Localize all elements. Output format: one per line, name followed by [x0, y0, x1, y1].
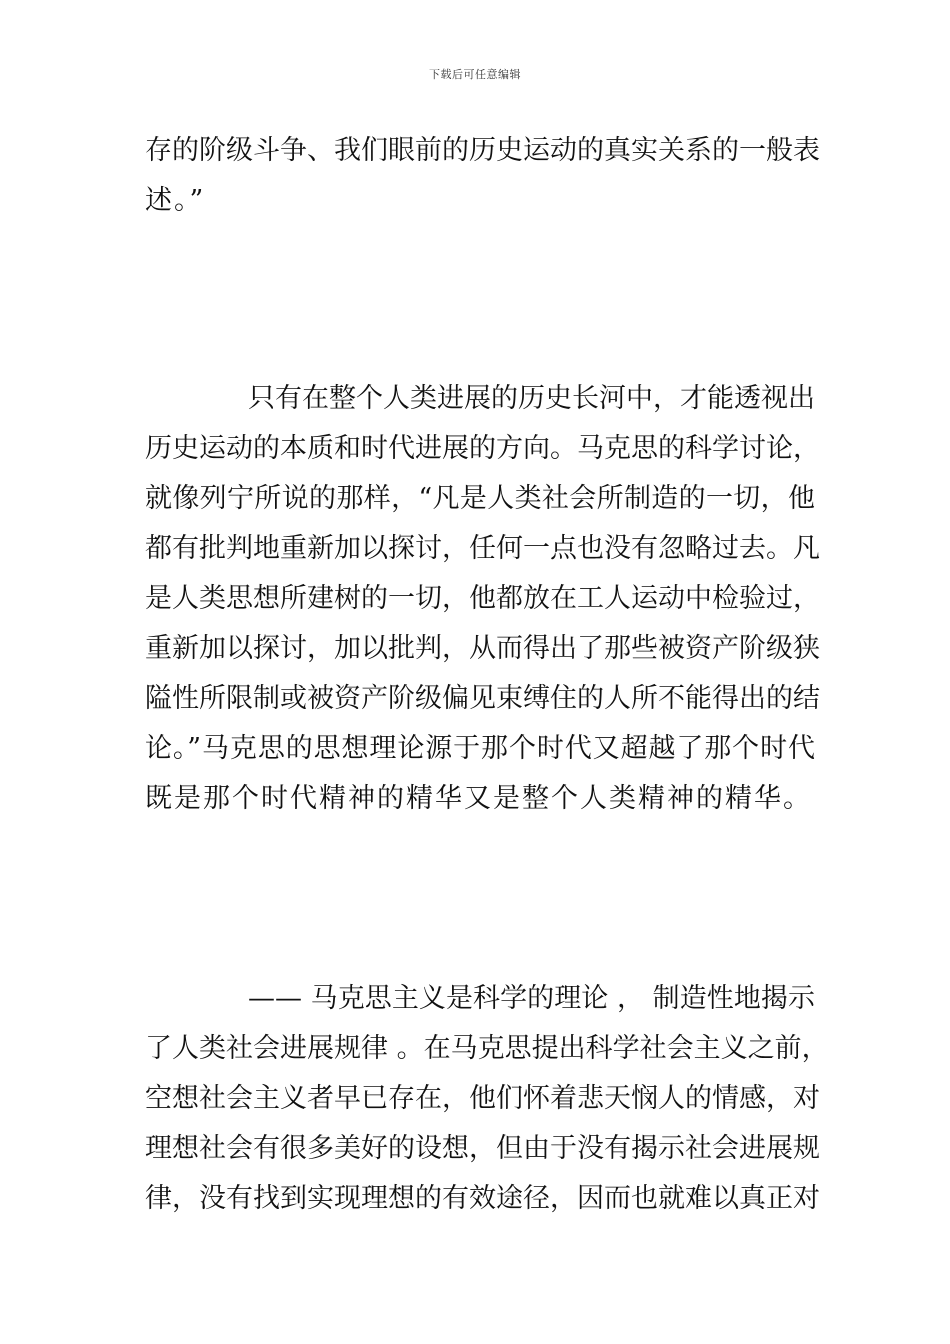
text-line: 重新加以探讨，加以批判，从而得出了那些被资产阶级狭	[145, 633, 820, 664]
text-line: 述。”	[145, 185, 206, 216]
page-header: 下载后可任意编辑	[429, 68, 521, 81]
text-line: 了人类社会进展规律 。在马克思提出科学社会主义之前，	[145, 1033, 829, 1064]
text-line: 隘性所限制或被资产阶级偏见束缚住的人所不能得出的结	[145, 683, 820, 714]
text-line: 是人类思想所建树的一切，他都放在工人运动中检验过，	[145, 583, 820, 614]
text-line: 只有在整个人类进展的历史长河中，才能透视出	[248, 383, 815, 414]
text-line: 既是那个时代精神的精华又是整个人类精神的精华。	[145, 783, 812, 814]
text-line: 论。”马克思的思想理论源于那个时代又超越了那个时代	[145, 733, 815, 764]
text-line: 律，没有找到实现理想的有效途径，因而也就难以真正对	[145, 1183, 820, 1214]
text-line: 空想社会主义者早已存在，他们怀着悲天悯人的情感，对	[145, 1083, 820, 1114]
text-line: 存的阶级斗争、我们眼前的历史运动的真实关系的一般表	[145, 135, 820, 166]
text-line: —— 马克思主义是科学的理论 ， 制造性地揭示	[248, 983, 815, 1014]
text-line: 就像列宁所说的那样，“凡是人类社会所制造的一切，他	[145, 483, 815, 514]
text-line: 都有批判地重新加以探讨，任何一点也没有忽略过去。凡	[145, 533, 820, 564]
text-line: 理想社会有很多美好的设想，但由于没有揭示社会进展规	[145, 1133, 820, 1164]
text-line: 历史运动的本质和时代进展的方向。马克思的科学讨论，	[145, 433, 820, 464]
